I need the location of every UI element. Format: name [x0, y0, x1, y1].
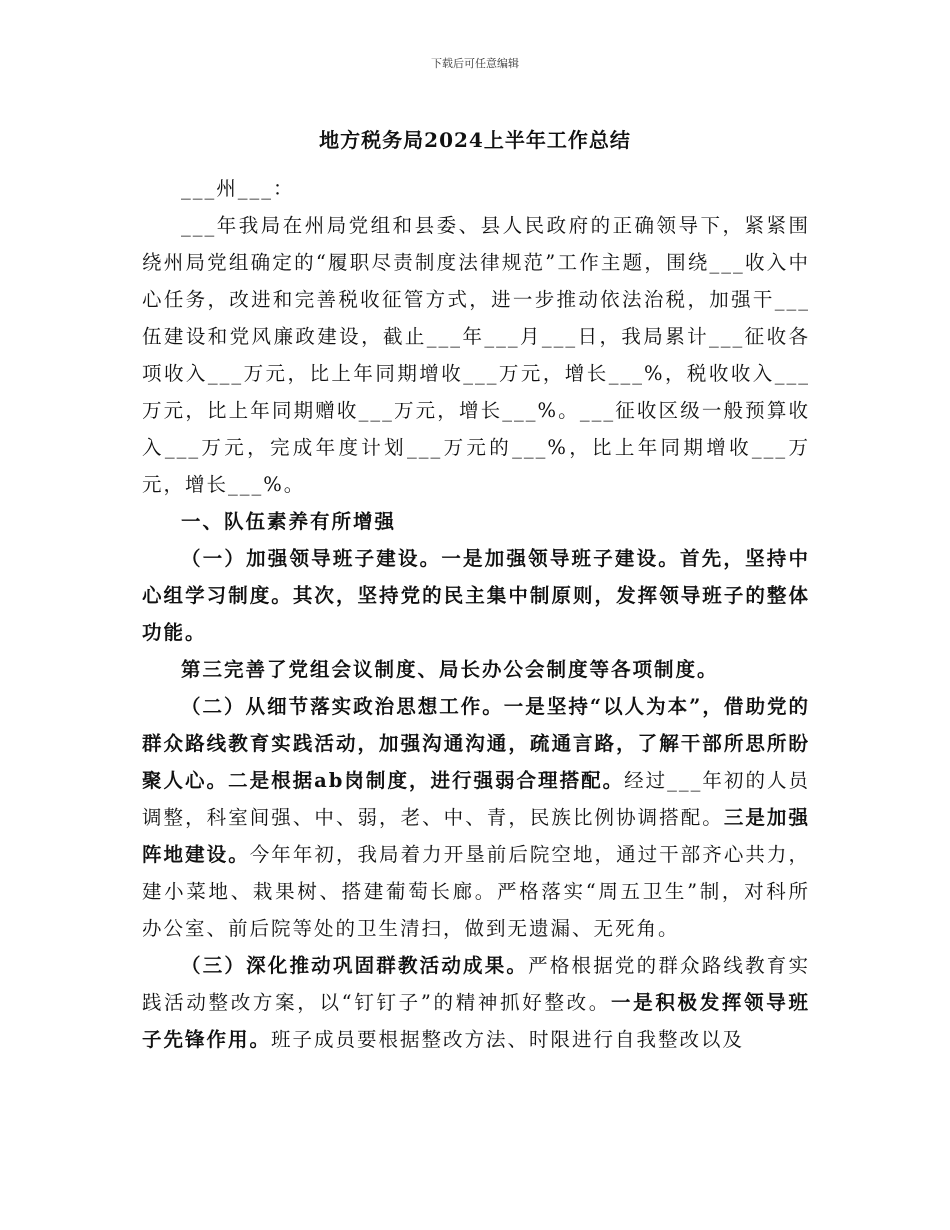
- text-run-bold: （二）从细节落实政治思想工作。一是坚持“以人为本”，借助党的群众路线教育实践活动，加强沟通沟通，疏通言路，了解干部所思所盼聚人心。二是根据ab岗制度，进行强弱合理搭配。: [142, 695, 810, 792]
- section-heading: [142, 503, 810, 540]
- text-run: 一、队伍素养有所增强: [181, 510, 397, 533]
- subsection-2: [142, 688, 810, 947]
- text-run: （一）加强领导班子建设。一是加强领导班子建设。首先，坚持中心组学习制度。其次，坚持党的民主集中制原则，发挥领导班子的整体功能。: [142, 547, 810, 644]
- subsection-1-continued: [142, 651, 810, 688]
- text-run: 经过___年初的人员调整，科室间强、中、弱，老、中、青，民族比例协调搭配。: [142, 769, 810, 829]
- text-run-bold: （三）深化推动巩固群教活动成果。: [181, 954, 529, 977]
- text-run-bold: 一是积极发挥领导班子先锋作用。: [142, 991, 810, 1051]
- text-run: ___年我局在州局党组和县委、县人民政府的正确领导下，紧紧围绕州局党组确定的“履职尽责制度法律规范”工作主题，围绕___收入中心任务，改进和完善税收征管方式，进一步推动依法治税，加强干___伍建设和党风廉政建设，截止___年___月___日，我局累计___征收各项收入___万元，比上年同期增收___万元，增长___%，税收收入___万元，比上年同期赠收___万元，增长___%。___征收区级一般预算收入___万元，完成年度计划___万元的___%，比上年同期增收___万元，增长___%。: [142, 214, 810, 496]
- document-body: [142, 170, 810, 1058]
- header-note: 下载后可任意编辑: [431, 57, 519, 70]
- text-run: 第三完善了党组会议制度、局长办公会制度等各项制度。: [181, 658, 719, 681]
- document-title: 地方税务局2024上半年工作总结: [319, 128, 631, 152]
- text-run: 班子成员要根据整改方法、时限进行自我整改以及: [271, 1028, 745, 1051]
- text-run-bold: 三是加强阵地建设。: [142, 806, 810, 866]
- subsection-1: [142, 540, 810, 651]
- paragraph-intro: [142, 207, 810, 503]
- subsection-3: [142, 947, 810, 1058]
- text-run: 今年年初，我局着力开垦前后院空地，通过干部齐心共力，建小菜地、栽果树、搭建葡萄长廊。严格落实“周五卫生”制，对科所办公室、前后院等处的卫生清扫，做到无遗漏、无死角。: [142, 843, 810, 940]
- text-run: 严格根据党的群众路线教育实践活动整改方案，以“钉钉子”的精神抓好整改。: [142, 954, 810, 1014]
- salutation: ___州___：: [181, 177, 295, 200]
